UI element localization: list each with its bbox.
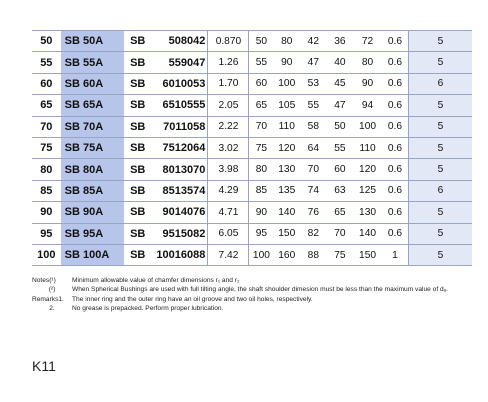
shaft-part-number: 7011058 (163, 120, 206, 133)
dimension-cell: 5 (408, 52, 472, 73)
dimension-cell: 5 (408, 223, 472, 244)
mass-cell: 6.05 (208, 223, 249, 244)
shaft-part-number: 6510555 (162, 99, 206, 112)
dimension-cell: 0.6 (382, 223, 409, 244)
dimension-cell: 160 (273, 244, 300, 265)
bushing-number-cell: SB 95A (61, 223, 124, 244)
dimension-cell: 0.6 (382, 31, 409, 52)
dimension-cell: 130 (273, 159, 300, 180)
mass-cell: 1.70 (208, 73, 249, 94)
dimension-cell: 70 (327, 223, 354, 244)
table-row (32, 95, 472, 116)
dimension-cell: 130 (353, 202, 382, 223)
dimension-cell: 53 (300, 73, 327, 94)
table-row (32, 202, 472, 223)
dimension-cell: 85 (249, 180, 274, 201)
table-row (32, 31, 472, 52)
bore-diameter-cell: 55 (32, 52, 61, 73)
shaft-number-cell (124, 244, 208, 265)
dimension-cell: 5 (408, 137, 472, 158)
bore-diameter-cell: 80 (32, 159, 61, 180)
dimension-cell: 110 (273, 116, 300, 137)
dimension-cell: 42 (300, 31, 327, 52)
shaft-number-cell (124, 223, 208, 244)
bushing-number-cell: SB 50A (61, 31, 124, 52)
shaft-part-number: 8013070 (162, 163, 206, 176)
shaft-part-number: 6010053 (162, 77, 206, 90)
table-row (32, 223, 472, 244)
shaft-part-number: 9014076 (162, 206, 206, 219)
shaft-part-number: 7512064 (162, 142, 206, 155)
shaft-number-cell (124, 73, 208, 94)
bore-diameter-cell: 90 (32, 202, 61, 223)
remark-2-text: No grease is prepacked. Perform proper lubrication. (72, 305, 224, 313)
dimension-cell: 45 (327, 73, 354, 94)
dimension-cell: 100 (273, 73, 300, 94)
bushing-number-cell: SB 90A (61, 202, 124, 223)
shaft-prefix: SB (130, 184, 146, 197)
note-2-key: (²) (48, 286, 56, 294)
shaft-number-cell (124, 52, 208, 73)
dimension-cell: 65 (327, 202, 354, 223)
dimension-cell: 135 (273, 180, 300, 201)
mass-cell: 4.71 (208, 202, 249, 223)
page-number: K11 (32, 358, 56, 374)
dimension-cell: 55 (249, 52, 274, 73)
dimension-cell: 5 (408, 202, 472, 223)
dimension-cell: 0.6 (382, 159, 409, 180)
dimension-cell: 70 (249, 116, 274, 137)
dimension-cell: 75 (327, 244, 354, 265)
dimension-cell: 150 (273, 223, 300, 244)
bushing-number-cell: SB 55A (61, 52, 124, 73)
dimension-cell: 65 (249, 95, 274, 116)
dimension-cell: 100 (249, 244, 274, 265)
dimension-cell: 5 (408, 244, 472, 265)
dimension-cell: 60 (249, 73, 274, 94)
dimension-cell: 47 (327, 95, 354, 116)
shaft-number-cell (124, 159, 208, 180)
bushing-number-cell: SB 65A (61, 95, 124, 116)
dimension-cell: 5 (408, 159, 472, 180)
dimension-cell: 110 (353, 137, 382, 158)
bore-diameter-cell: 100 (32, 244, 61, 265)
bore-diameter-cell: 75 (32, 137, 61, 158)
shaft-part-number: 559047 (168, 56, 206, 69)
dimension-cell: 47 (300, 52, 327, 73)
dimension-cell: 120 (273, 137, 300, 158)
mass-cell: 3.02 (208, 137, 249, 158)
dimension-cell: 105 (273, 95, 300, 116)
mass-cell: 2.05 (208, 95, 249, 116)
mass-cell: 4.29 (208, 180, 249, 201)
dimension-cell: 100 (353, 116, 382, 137)
bushing-number-cell: SB 85A (61, 180, 124, 201)
dimension-cell: 50 (327, 116, 354, 137)
dimension-cell: 75 (249, 137, 274, 158)
dimension-cell: 0.6 (382, 73, 409, 94)
dimension-cell: 140 (273, 202, 300, 223)
dimension-cell: 63 (327, 180, 354, 201)
remark-2-key: 2. (49, 305, 55, 313)
mass-cell: 1.26 (208, 52, 249, 73)
shaft-prefix: SB (130, 206, 146, 219)
dimension-cell: 125 (353, 180, 382, 201)
remark-1-text: The inner ring and the outer ring have an oil groove and two oil holes, respectively. (72, 295, 313, 303)
shaft-part-number: 508042 (168, 35, 206, 48)
dimension-cell: 120 (353, 159, 382, 180)
dimension-cell: 0.6 (382, 137, 409, 158)
shaft-part-number: 8513574 (162, 184, 206, 197)
bore-diameter-cell: 70 (32, 116, 61, 137)
dimension-cell: 5 (408, 31, 472, 52)
dimension-cell: 80 (353, 52, 382, 73)
dimension-cell: 88 (300, 244, 327, 265)
table-row (32, 52, 472, 73)
dimension-cell: 0.6 (382, 52, 409, 73)
dimension-cell: 64 (300, 137, 327, 158)
bushing-number-cell: SB 75A (61, 137, 124, 158)
table-row (32, 116, 472, 137)
bushing-number-cell: SB 60A (61, 73, 124, 94)
dimension-cell: 5 (408, 95, 472, 116)
shaft-number-cell (124, 95, 208, 116)
note-2 (32, 285, 472, 294)
remark-1-key: Remarks1. (32, 295, 64, 303)
bore-diameter-cell: 65 (32, 95, 61, 116)
table-row (32, 73, 472, 94)
shaft-number-cell (124, 137, 208, 158)
dimension-table-container (32, 30, 472, 266)
shaft-part-number: 9515082 (162, 227, 206, 240)
bore-diameter-cell: 50 (32, 31, 61, 52)
dimension-cell: 76 (300, 202, 327, 223)
remark-2 (32, 304, 472, 313)
dimension-cell: 36 (327, 31, 354, 52)
dimension-cell: 90 (353, 73, 382, 94)
mass-cell: 0.870 (208, 31, 249, 52)
dimension-cell: 90 (249, 202, 274, 223)
shaft-prefix: SB (130, 142, 146, 155)
table-row (32, 244, 472, 265)
dimension-cell: 140 (353, 223, 382, 244)
bushing-number-cell: SB 80A (61, 159, 124, 180)
dimension-cell: 82 (300, 223, 327, 244)
dimension-cell: 0.6 (382, 95, 409, 116)
bushing-number-cell: SB 100A (61, 244, 124, 265)
remark-1 (32, 295, 472, 304)
dimension-cell: 0.6 (382, 116, 409, 137)
dimension-cell: 5 (408, 116, 472, 137)
dimension-cell: 74 (300, 180, 327, 201)
note-1-key: Notes(¹) (32, 277, 56, 284)
bushing-number-cell: SB 70A (61, 116, 124, 137)
shaft-prefix: SB (130, 56, 146, 69)
dimension-cell: 150 (353, 244, 382, 265)
dimension-cell: 60 (327, 159, 354, 180)
mass-cell: 7.42 (208, 244, 249, 265)
table-body (32, 31, 472, 266)
dimension-cell: 55 (327, 137, 354, 158)
shaft-prefix: SB (130, 77, 146, 90)
shaft-prefix: SB (130, 227, 146, 240)
note-2-text: When Spherical Bushings are used with full tilting angle, the shaft shoulder dimesion must be less than the maximum value of dₐ. (72, 286, 448, 294)
dimension-cell: 80 (249, 159, 274, 180)
dimension-cell: 55 (300, 95, 327, 116)
dimension-cell: 40 (327, 52, 354, 73)
note-1-text: Minimum allowable value of chamfer dimensions r₁ and r₂ (72, 277, 240, 284)
dimension-cell: 80 (273, 31, 300, 52)
bore-diameter-cell: 85 (32, 180, 61, 201)
table-row (32, 159, 472, 180)
dimension-table (32, 30, 472, 266)
dimension-cell: 94 (353, 95, 382, 116)
dimension-cell: 70 (300, 159, 327, 180)
bore-diameter-cell: 60 (32, 73, 61, 94)
shaft-prefix: SB (130, 99, 146, 112)
mass-cell: 2.22 (208, 116, 249, 137)
mass-cell: 3.98 (208, 159, 249, 180)
shaft-number-cell (124, 202, 208, 223)
dimension-cell: 90 (273, 52, 300, 73)
dimension-cell: 72 (353, 31, 382, 52)
dimension-cell: 0.6 (382, 180, 409, 201)
shaft-number-cell (124, 180, 208, 201)
dimension-cell: 50 (249, 31, 274, 52)
note-1 (32, 276, 472, 285)
shaft-prefix: SB (130, 249, 146, 262)
dimension-cell: 6 (408, 73, 472, 94)
shaft-prefix: SB (130, 120, 146, 133)
dimension-cell: 1 (382, 244, 409, 265)
notes-section (32, 276, 472, 314)
table-row (32, 180, 472, 201)
dimension-cell: 58 (300, 116, 327, 137)
shaft-number-cell (124, 31, 208, 52)
shaft-prefix: SB (130, 35, 146, 48)
bore-diameter-cell: 95 (32, 223, 61, 244)
dimension-cell: 95 (249, 223, 274, 244)
shaft-number-cell (124, 116, 208, 137)
shaft-prefix: SB (130, 163, 146, 176)
dimension-cell: 6 (408, 180, 472, 201)
dimension-cell: 0.6 (382, 202, 409, 223)
shaft-part-number: 10016088 (156, 249, 206, 262)
table-row (32, 137, 472, 158)
